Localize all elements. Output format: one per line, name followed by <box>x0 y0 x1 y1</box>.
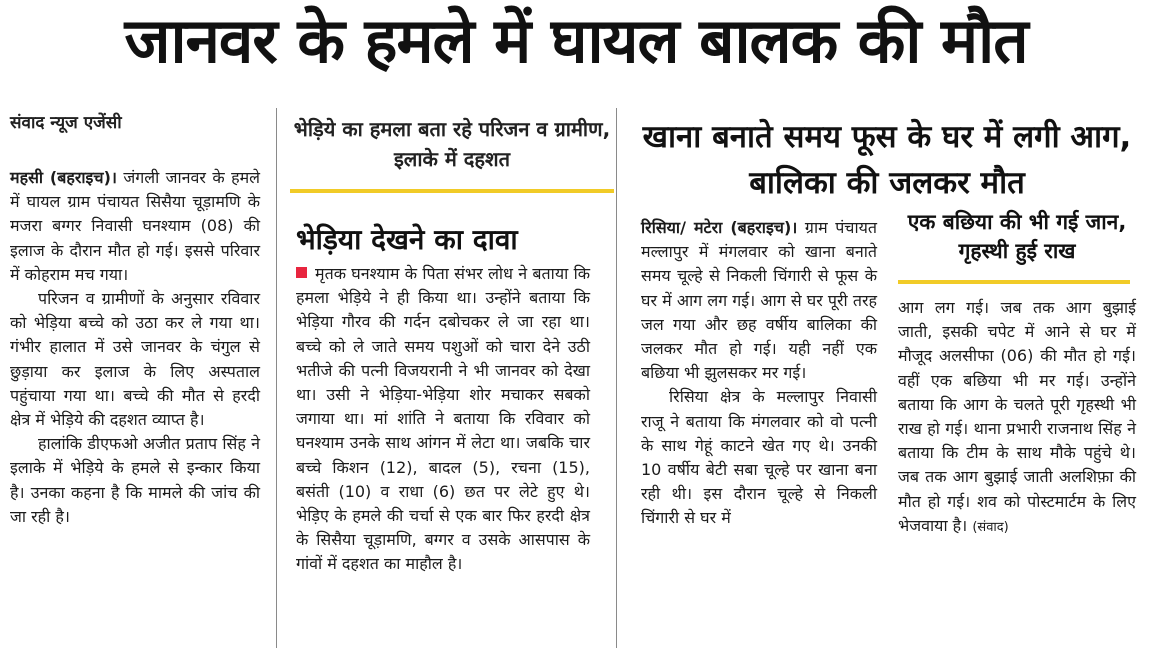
story2-lead: ग्राम पंचायत मल्लापुर में मंगलवार को खाना बनाते समय चूल्हे से निकली चिंगारी से फूस के घर में आग लग गई। आग से घर पूरी तरह जल गया और छह वर्षीय बालिका की जलकर मौत हो गई। यही नहीं एक बछिया भी झुलसकर मर गई। <box>641 218 878 383</box>
sidebar-subhead: भेड़िये का हमला बता रहे परिजन व ग्रामीण, इलाके में दहशत <box>293 117 611 171</box>
column-divider <box>616 108 617 648</box>
sidebar-body: मृतक घनश्याम के पिता संभर लोध ने बताया कि हमला भेड़िये ने ही किया था। उन्होंने बताया कि भेड़िया गौरव की गर्दन दबोचकर ले जा रहा था। बच्चे को ले जाते समय पशुओं को चारा देने उठी भतीजे की पत्नी विजयरानी ने भी जानवर को देखा था। उसी ने भेड़िया-भेड़िया शोर मचाकर सबको जगाया था। मां शांति ने बताया कि रविवार को घनश्याम उनके साथ आंगन में लेटा था। जबकि चार बच्चे किशन (12), बादल (5), रचना (15), बसंती (10) व राधा (6) छत पर लेटे हुए थे। भेड़िए के हमले की चर्चा से एक बार फिर हरदी क्षेत्र के सिसैया चूड़ामणि, बग्गर व उसके आसपास के गांवों में दहशत का माहौल है। <box>296 264 590 574</box>
byline: संवाद न्यूज एजेंसी <box>10 113 122 133</box>
column-divider <box>276 108 277 648</box>
story1-lead: जंगली जानवर के हमले में घायल ग्राम पंचायत सिसैया चूड़ामणि के मजरा बग्गर निवासी घनश्याम (08) की इलाज के दौरान मौत हो गई। इससे परिवार में कोहराम मच गया। <box>10 168 260 284</box>
dateline: रिसिया/ मटेरा (बहराइच)। <box>641 218 798 237</box>
story1-paragraph-2: परिजन व ग्रामीणों के अनुसार रविवार को भेड़िया बच्चे को उठा कर ले गया था। गंभीर हालात में उसे जानवर के चंगुल से छुड़ाया कर इलाज के लिए अस्पताल पहुंचाया गया था। बच्चे की मौत से हरदी क्षेत्र में भेड़िये की दहशत व्याप्त है। <box>10 289 260 430</box>
story2-column-2 <box>898 296 1136 540</box>
story1-column-1 <box>10 166 260 529</box>
story2-paragraph-2: रिसिया क्षेत्र के मल्लापुर निवासी राजू ने बताया कि मंगलवार को वो पत्नी के साथ गेहूं काटने खेत गए थे। उनकी 10 वर्षीय बेटी सबा चूल्हे पर खाना बना रही थी। इस दौरान चूल्हे से निकली चिंगारी से घर में <box>641 387 877 528</box>
sidebar-text <box>296 262 590 577</box>
red-bullet-icon <box>296 267 307 278</box>
story2-headline: खाना बनाते समय फूस के घर में लगी आग, बालिका की जलकर मौत <box>642 119 1132 201</box>
main-headline: जानवर के हमले में घायल बालक की मौत <box>124 4 1028 77</box>
credit: (संवाद) <box>972 519 1009 535</box>
sidebar-box-title: भेड़िया देखने का दावा <box>296 223 518 256</box>
dateline: महसी (बहराइच)। <box>10 168 117 187</box>
story2-subhead: एक बछिया की भी गई जान, गृहस्थी हुई राख <box>907 210 1127 263</box>
story2-paragraph-3: आग लग गई। जब तक आग बुझाई जाती, इसकी चपेट में आने से घर में मौजूद अलसीफा (06) की मौत हो गई। वहीं एक बछिया भी मर गई। उन्होंने बताया कि आग के चलते पूरी गृहस्थी भी राख हो गई। थाना प्रभारी राजनाथ सिंह ने बताया कि टीम के साथ मौके पहुंचे थे। जब तक आग बुझाई जाती अलशिफ़ा की मौत हो गई। शव को पोस्टमार्टम के लिए भेजवाया है। <box>898 298 1136 535</box>
yellow-rule <box>290 189 614 193</box>
story1-paragraph-3: हालांकि डीएफओ अजीत प्रताप सिंह ने इलाके में भेड़िये के हमले से इन्कार किया है। उनका कहना है कि मामले की जांच की जा रही है। <box>10 434 260 526</box>
story2-column-1 <box>641 216 877 531</box>
yellow-rule <box>898 280 1130 284</box>
